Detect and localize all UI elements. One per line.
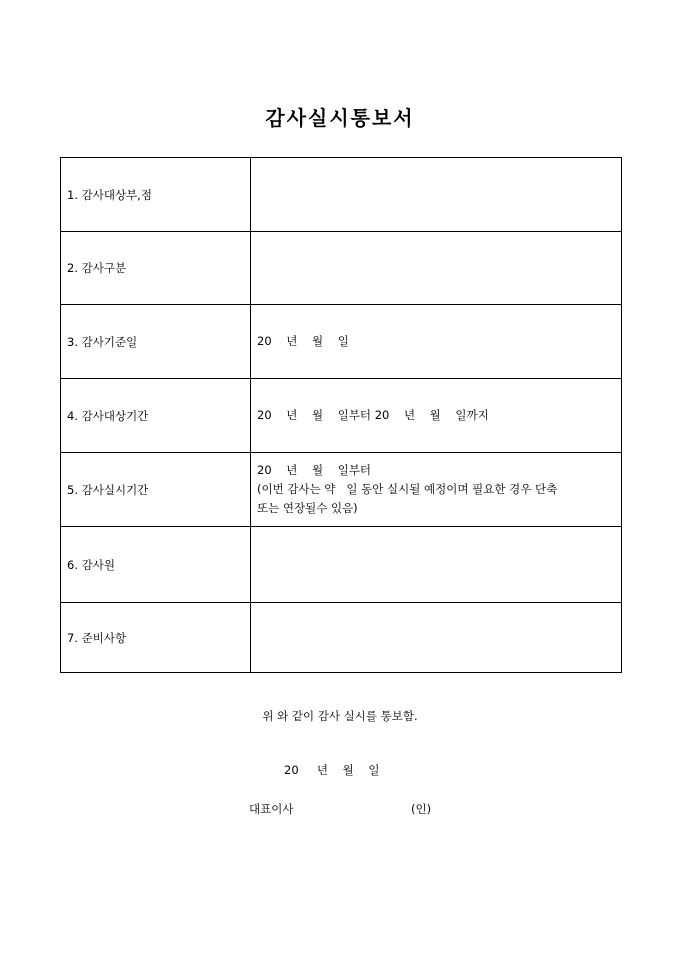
audit-notice-table (60, 157, 622, 673)
row-label-auditors: 6. 감사원 (61, 527, 251, 603)
issue-date: 20 년 월 일 (284, 763, 380, 777)
table-row (61, 232, 622, 305)
row-label-audit-execution-period: 5. 감사실시기간 (61, 453, 251, 527)
notice-statement: 위 와 같이 감사 실시를 통보함. (262, 709, 418, 723)
table-row (61, 603, 622, 673)
seal-mark: (인) (411, 802, 432, 816)
execution-period-line-3: 또는 연장될수 있음) (257, 501, 358, 515)
table-row (61, 379, 622, 453)
table-row (61, 527, 622, 603)
row-value-audit-target[interactable] (251, 158, 622, 232)
row-label-audit-type: 2. 감사구분 (61, 232, 251, 305)
table-row (61, 158, 622, 232)
table-row (61, 305, 622, 379)
table-row (61, 453, 622, 527)
row-label-audit-target: 1. 감사대상부,점 (61, 158, 251, 232)
row-value-audit-base-date[interactable]: 20 년 월 일 (251, 305, 622, 379)
row-value-audit-execution-period[interactable] (251, 453, 622, 527)
row-label-audit-target-period: 4. 감사대상기간 (61, 379, 251, 453)
row-value-preparations[interactable] (251, 603, 622, 673)
signature-label: 대표이사 (249, 802, 294, 816)
row-label-audit-base-date: 3. 감사기준일 (61, 305, 251, 379)
row-value-audit-target-period[interactable]: 20 년 월 일부터 20 년 월 일까지 (251, 379, 622, 453)
execution-period-line-2: (이번 감사는 약 일 동안 실시될 예정이며 필요한 경우 단축 (257, 482, 558, 496)
row-value-audit-type[interactable] (251, 232, 622, 305)
document-title: 감사실시통보서 (265, 106, 415, 130)
execution-period-line-1: 20 년 월 일부터 (257, 463, 372, 477)
row-value-auditors[interactable] (251, 527, 622, 603)
row-label-preparations: 7. 준비사항 (61, 603, 251, 673)
